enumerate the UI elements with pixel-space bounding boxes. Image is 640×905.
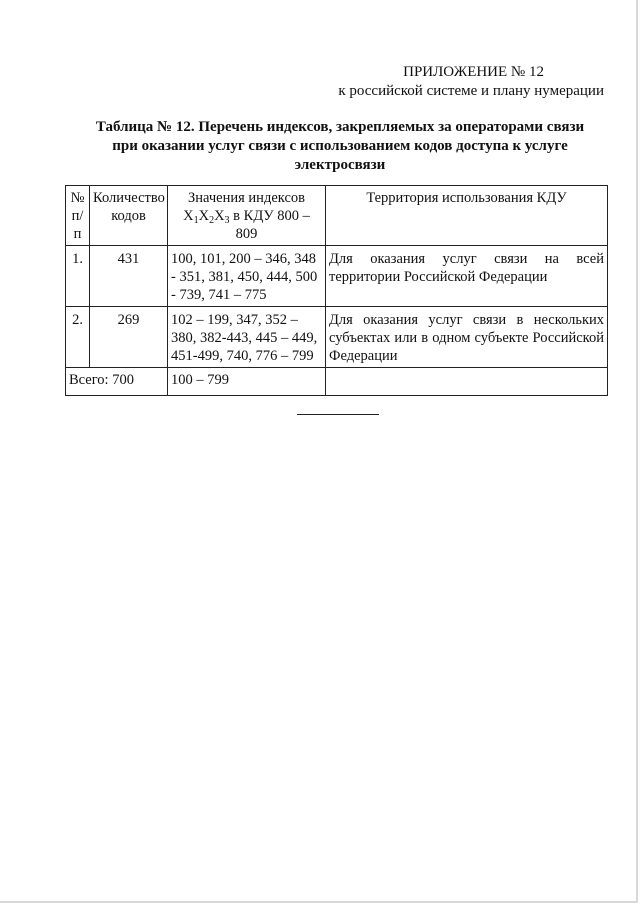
index-table bbox=[65, 185, 608, 396]
caption-line-2: при оказании услуг связи с использованием кодов доступа к услуге bbox=[112, 138, 568, 154]
header-indexes bbox=[168, 186, 326, 246]
table-header-row bbox=[66, 186, 608, 246]
row-indexes: 102 – 199, 347, 352 – 380, 382-443, 445 – 449, 451-499, 740, 776 – 799 bbox=[168, 307, 326, 368]
row-territory: Для оказания услуг связи на всей территории Российской Федерации bbox=[326, 246, 608, 307]
header-x1: $X_1$ bbox=[183, 208, 199, 226]
header-x3: $X_3$ bbox=[214, 208, 230, 226]
header-num: № п/п bbox=[66, 186, 90, 246]
row-qty: 269 bbox=[90, 307, 168, 368]
table-row bbox=[66, 307, 608, 368]
caption-line-1: Таблица № 12. Перечень индексов, закрепляемых за операторами связи bbox=[95, 119, 585, 135]
row-qty: 431 bbox=[90, 246, 168, 307]
row-num: 2. bbox=[66, 307, 90, 368]
row-num: 1. bbox=[66, 246, 90, 307]
total-territory bbox=[326, 368, 608, 396]
table-total-row bbox=[66, 368, 608, 396]
appendix-title: ПРИЛОЖЕНИЕ № 12 bbox=[403, 64, 544, 80]
caption-line-3: электросвязи bbox=[294, 157, 386, 173]
table-row bbox=[66, 246, 608, 307]
total-indexes: 100 – 799 bbox=[168, 368, 326, 396]
table-caption bbox=[80, 118, 600, 175]
appendix-subtitle: к российской системе и плану нумерации bbox=[338, 83, 604, 99]
row-indexes: 100, 101, 200 – 346, 348 - 351, 381, 450, 444, 500 - 739, 741 – 775 bbox=[168, 246, 326, 307]
total-label: Всего: 700 bbox=[66, 368, 168, 396]
header-qty: Количество кодов bbox=[90, 186, 168, 246]
header-x2: $X_2$ bbox=[198, 208, 215, 226]
appendix-header bbox=[338, 63, 604, 101]
header-indexes-suffix: в КДУ 800 – 809 bbox=[229, 208, 310, 242]
row-territory: Для оказания услуг связи в нескольких субъектах или в одном субъекте Российской Федерации bbox=[326, 307, 608, 368]
header-indexes-prefix: Значения индексов bbox=[188, 190, 305, 206]
header-territory: Территория использования КДУ bbox=[326, 186, 608, 246]
footer-rule bbox=[297, 414, 379, 415]
